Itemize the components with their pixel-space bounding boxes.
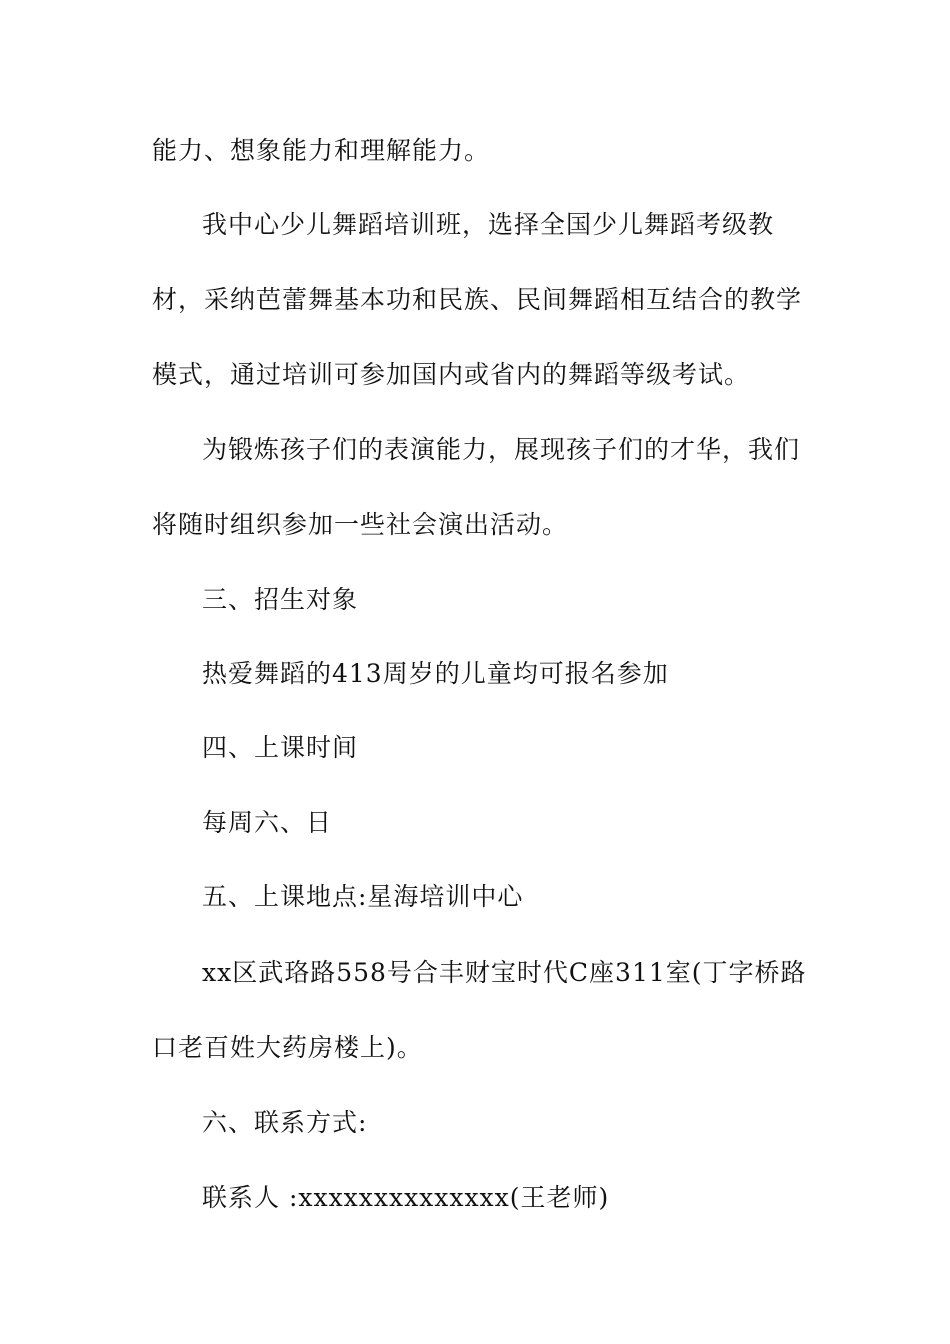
- section-heading: 五、上课地点:星海培训中心: [202, 882, 524, 911]
- section-heading: 六、联系方式:: [202, 1108, 368, 1137]
- paragraph-line: 每周六、日: [202, 808, 333, 837]
- paragraph-line: 热爱舞蹈的413周岁的儿童均可报名参加: [202, 659, 669, 688]
- paragraph-line: 能力、想象能力和理解能力。: [152, 136, 491, 165]
- paragraph-line: 模式，通过培训可参加国内或省内的舞蹈等级考试。: [152, 360, 751, 389]
- paragraph-line: 为锻炼孩子们的表演能力，展现孩子们的才华，我们: [202, 435, 801, 464]
- paragraph-line: 联系人 :xxxxxxxxxxxxxx(王老师): [202, 1183, 610, 1212]
- paragraph-line: 我中心少儿舞蹈培训班，选择全国少儿舞蹈考级教: [202, 210, 775, 239]
- paragraph-line: 材，采纳芭蕾舞基本功和民族、民间舞蹈相互结合的教学: [152, 285, 803, 314]
- paragraph-line: 口老百姓大药房楼上)。: [152, 1033, 423, 1062]
- section-heading: 三、招生对象: [202, 585, 359, 614]
- section-heading: 四、上课时间: [202, 733, 359, 762]
- paragraph-line: xx区武珞路558号合丰财宝时代C座311室(丁字桥路: [202, 958, 807, 987]
- paragraph-line: 将随时组织参加一些社会演出活动。: [152, 510, 569, 539]
